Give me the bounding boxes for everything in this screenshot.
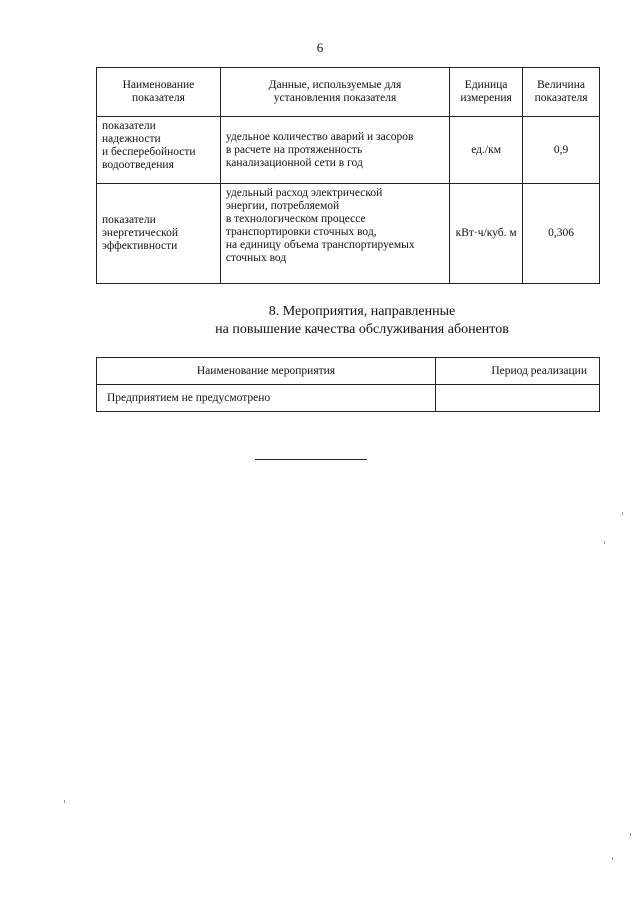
table-row [97, 184, 600, 284]
section-title-line: 8. Мероприятия, направленные [268, 304, 456, 319]
header-period: Период реализации [436, 358, 600, 385]
header-indicator-name: Наименование показателя [97, 68, 221, 117]
scan-speck [64, 800, 65, 803]
measure-name-cell: Предприятием не предусмотрено [97, 385, 436, 412]
measures-table [96, 357, 600, 412]
indicator-value-cell: 0,306 [523, 184, 600, 284]
section-title-line: на повышение качества обслуживания абонентов [215, 322, 509, 337]
scan-speck [612, 857, 613, 860]
indicator-name-cell: показатели надежности и бесперебойности водоотведения [97, 117, 221, 184]
indicators-table [96, 67, 600, 284]
scan-speck [622, 512, 623, 515]
scan-speck [630, 833, 631, 836]
indicator-unit-cell: ед./км [450, 117, 523, 184]
measure-period-cell [436, 385, 600, 412]
table-row [97, 385, 600, 412]
table-row [97, 117, 600, 184]
indicator-description-cell: удельный расход электрической энергии, потребляемой в технологическом процессе транспортировки сточных вод, на единицу объема транспортируемых сточных вод [220, 184, 449, 284]
header-indicator-data: Данные, используемые для установления показателя [220, 68, 449, 117]
indicator-name-cell: показатели энергетической эффективности [97, 184, 221, 284]
separator-line [255, 459, 367, 460]
header-value: Величина показателя [523, 68, 600, 117]
indicator-value-cell: 0,9 [523, 117, 600, 184]
header-measure-name: Наименование мероприятия [97, 358, 436, 385]
section-8-title [0, 303, 640, 339]
indicator-unit-cell: кВт·ч/куб. м [450, 184, 523, 284]
page-number: 6 [316, 40, 324, 55]
indicator-description-cell: удельное количество аварий и засоров в расчете на протяженность канализационной сети в год [220, 117, 449, 184]
scan-speck [604, 541, 605, 544]
table-header-row [97, 358, 600, 385]
table-header-row [97, 68, 600, 117]
header-unit: Единица измерения [450, 68, 523, 117]
